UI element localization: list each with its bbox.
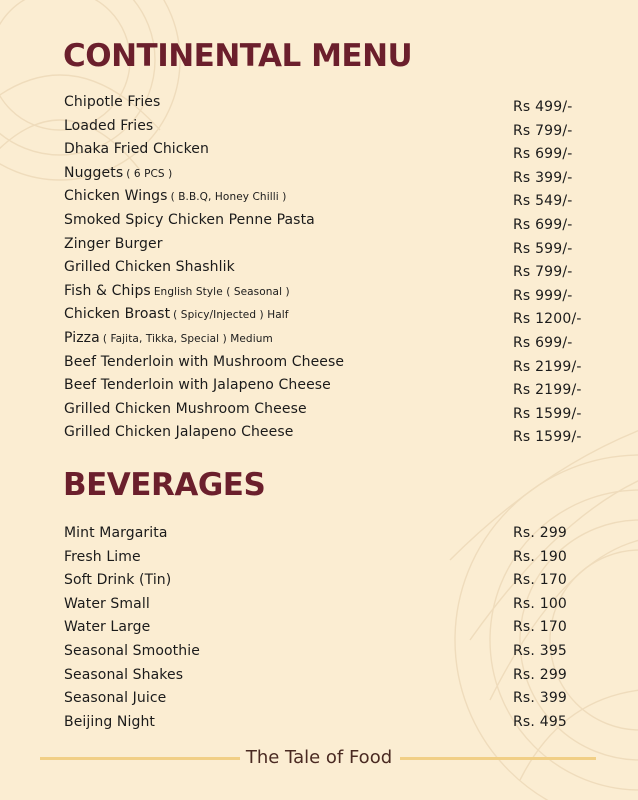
item-name: Mint Margarita <box>64 525 168 541</box>
item-name-text: Zinger Burger <box>64 235 163 252</box>
menu-item-row <box>64 399 594 423</box>
menu-item-row <box>64 257 594 281</box>
item-name-text: Chipotle Fries <box>64 94 161 110</box>
footer-brand-name: The Tale of Food <box>245 747 393 768</box>
beverage-item-row <box>64 523 594 547</box>
item-name <box>64 328 273 349</box>
item-price: Rs. 299 <box>513 525 568 541</box>
item-price: Rs. 395 <box>513 642 568 659</box>
item-name-text: Beef Tenderloin with Mushroom Cheese <box>64 353 345 370</box>
item-note: ( B.B.Q, Honey Chilli ) <box>170 191 287 204</box>
beverage-item-row <box>64 570 594 594</box>
item-name <box>64 92 160 112</box>
item-price: Rs 799/- <box>513 264 573 281</box>
menu-item-row <box>64 328 594 352</box>
item-note: English Style ( Seasonal ) <box>153 285 290 298</box>
item-price: Rs. 190 <box>513 548 568 565</box>
item-name: Water Small <box>64 595 150 612</box>
menu-item-row <box>64 422 594 446</box>
item-name <box>64 399 307 419</box>
menu-item-row <box>64 375 594 399</box>
item-name-text: Smoked Spicy Chicken Penne Pasta <box>64 211 315 228</box>
beverage-item-row <box>64 617 594 641</box>
item-name: Beijing Night <box>64 713 156 730</box>
item-price: Rs 699/- <box>513 216 573 233</box>
menu-item-row <box>64 281 594 305</box>
item-name-text: Chicken Wings <box>64 188 168 205</box>
menu-item-row <box>64 116 594 140</box>
beverage-item-row <box>64 594 594 618</box>
beverages-title: BEVERAGES <box>63 467 266 503</box>
continental-menu-title: CONTINENTAL MENU <box>63 38 413 74</box>
menu-item-row <box>64 304 594 328</box>
item-name <box>64 257 235 277</box>
item-price: Rs 699/- <box>513 146 573 163</box>
item-name: Seasonal Smoothie <box>64 642 200 659</box>
item-name-text: Grilled Chicken Mushroom Cheese <box>64 400 307 417</box>
item-name <box>64 281 290 302</box>
beverage-item-row <box>64 641 594 665</box>
item-price: Rs 1200/- <box>513 311 582 328</box>
menu-item-row <box>64 210 594 234</box>
item-price: Rs 1599/- <box>513 405 582 422</box>
menu-item-row <box>64 163 594 187</box>
item-name-text: Beef Tenderloin with Jalapeno Cheese <box>64 377 331 394</box>
item-price: Rs. 170 <box>513 572 568 589</box>
item-price: Rs. 100 <box>513 595 568 612</box>
menu-item-row <box>64 92 594 116</box>
item-price: Rs 599/- <box>513 240 573 257</box>
menu-item-row <box>64 186 594 210</box>
item-name <box>64 210 315 230</box>
item-name: Seasonal Shakes <box>64 666 184 683</box>
item-name-text: Dhaka Fried Chicken <box>64 141 209 158</box>
menu-item-row <box>64 352 594 376</box>
item-price: Rs 999/- <box>513 287 573 304</box>
item-name <box>64 116 153 136</box>
item-name-text: Chicken Broast <box>64 306 171 323</box>
item-name-text: Fish & Chips <box>64 282 151 299</box>
item-price: Rs. 495 <box>513 713 568 730</box>
item-price: Rs 699/- <box>513 334 573 351</box>
item-name <box>64 304 289 325</box>
beverage-item-row <box>64 688 594 712</box>
item-price: Rs 499/- <box>513 99 573 115</box>
item-name <box>64 422 293 442</box>
beverage-item-row <box>64 547 594 571</box>
item-price: Rs 2199/- <box>513 358 582 375</box>
item-price: Rs 2199/- <box>513 382 582 399</box>
item-price: Rs. 170 <box>513 619 568 636</box>
item-name: Water Large <box>64 619 151 636</box>
menu-item-row <box>64 139 594 163</box>
item-name-text: Nuggets <box>64 164 124 181</box>
item-name <box>64 352 344 372</box>
item-note: ( 6 PCS ) <box>126 167 173 180</box>
item-name-text: Grilled Chicken Jalapeno Cheese <box>64 424 294 441</box>
menu-item-row <box>64 234 594 258</box>
item-price: Rs. 399 <box>513 690 568 707</box>
item-price: Rs 399/- <box>513 169 573 186</box>
beverage-item-row <box>64 712 594 736</box>
item-price: Rs 549/- <box>513 193 573 210</box>
item-name <box>64 234 163 254</box>
beverages-list <box>64 523 594 735</box>
item-price: Rs 799/- <box>513 122 573 139</box>
item-name: Seasonal Juice <box>64 690 167 707</box>
item-name-text: Pizza <box>64 329 100 346</box>
item-note: ( Spicy/Injected ) Half <box>173 309 289 322</box>
item-name <box>64 375 331 395</box>
item-name <box>64 186 286 207</box>
continental-menu-list <box>64 92 594 446</box>
item-name-text: Loaded Fries <box>64 117 154 134</box>
item-price: Rs. 299 <box>513 666 568 683</box>
item-name: Soft Drink (Tin) <box>64 572 172 589</box>
item-name <box>64 139 209 159</box>
item-price: Rs 1599/- <box>513 429 582 446</box>
beverage-item-row <box>64 665 594 689</box>
item-name-text: Grilled Chicken Shashlik <box>64 259 235 276</box>
item-name: Fresh Lime <box>64 548 141 565</box>
item-name <box>64 163 172 184</box>
item-note: ( Fajita, Tikka, Special ) Medium <box>102 332 273 345</box>
